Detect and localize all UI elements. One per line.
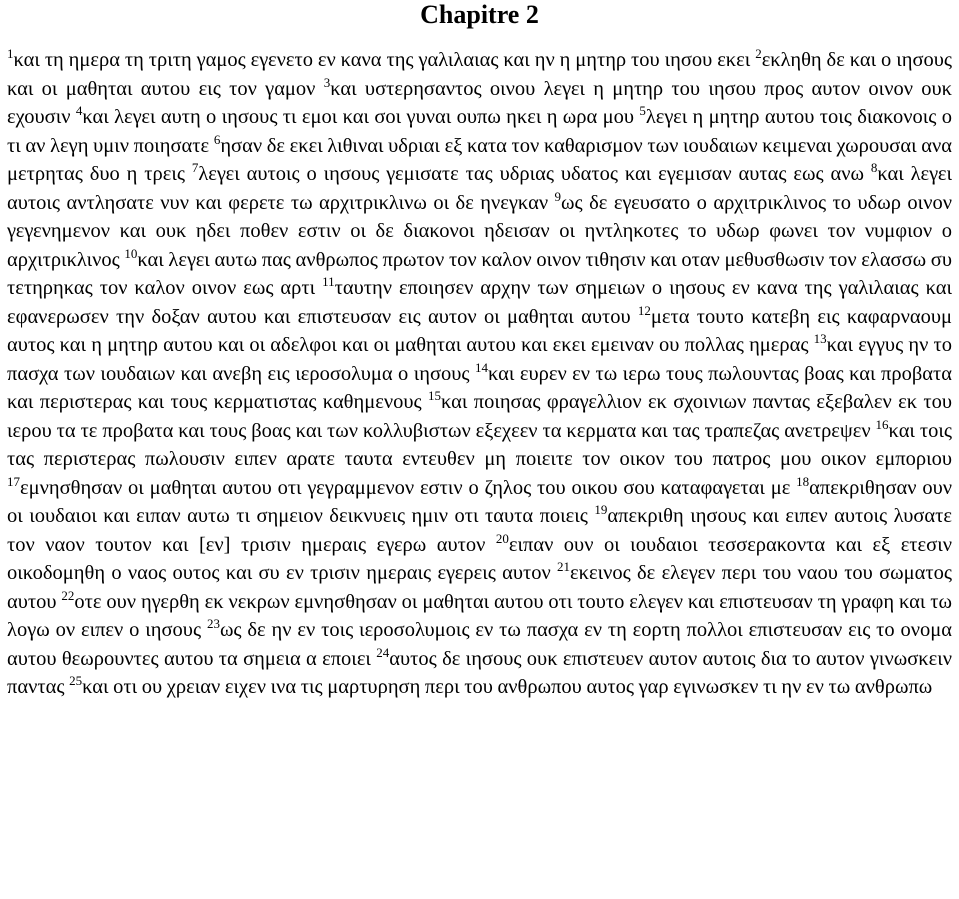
verse-number: 20 bbox=[495, 530, 509, 546]
verse-4 bbox=[75, 103, 634, 128]
verse-text: λεγει η μητηρ αυτου τοις διακονοις ο τι αν λεγη υμιν ποιησατε bbox=[7, 106, 953, 157]
verse-text: εκεινος δε ελεγεν περι του ναου του σωματος αυτου bbox=[7, 562, 952, 613]
verse-text: ως δε ην εν τοις ιεροσολυμοις εν τω πασχα εν τη εορτη πολλοι επιστευσαν εις το ονομα αυτου θεωρουντες αυτου τα σημεια α εποιει bbox=[7, 619, 952, 670]
verse-text: και υστερησαντος οινου λεγει η μητηρ του ιησου προς αυτον οινον ουκ εχουσιν bbox=[7, 77, 952, 128]
verse-text: και τη ημερα τη τριτη γαμος εγενετο εν κανα της γαλιλαιας και ην η μητηρ του ιησου εκει bbox=[13, 49, 751, 71]
verse-17 bbox=[7, 473, 791, 499]
verse-text: και λεγει αυτη ο ιησους τι εμοι και σοι γυναι ουπω ηκει η ωρα μου bbox=[82, 106, 634, 128]
verse-number: 16 bbox=[875, 416, 889, 432]
verse-1 bbox=[7, 46, 751, 71]
verse-number: 6 bbox=[213, 131, 221, 147]
verse-number: 2 bbox=[755, 46, 762, 61]
verse-number: 17 bbox=[7, 473, 20, 489]
verse-number: 3 bbox=[323, 74, 331, 90]
verse-number: 8 bbox=[870, 160, 878, 175]
verse-text: λεγει αυτοις ο ιησους γεμισατε τας υδριας υδατος και εγεμισαν αυτας εως ανω bbox=[198, 163, 864, 185]
verse-7 bbox=[191, 160, 864, 185]
verse-text: οτε ουν ηγερθη εκ νεκρων εμνησθησαν οι μαθηται αυτου οτι τουτο ελεγεν και επιστευσαν τη γραφη και τω λογω ον ειπεν ο ιησους bbox=[7, 590, 953, 641]
verse-number: 13 bbox=[813, 331, 827, 346]
verse-text: και ευρεν εν τω ιερω τους πωλουντας βοας και προβατα και περιστερας και τους κερματιστας καθημενους bbox=[7, 362, 952, 413]
verse-text: και λεγει αυτοις αντλησατε νυν και φερετε τω αρχιτρικλινω οι δε ηνεγκαν bbox=[7, 163, 952, 214]
verse-text: και λεγει αυτω πας ανθρωπος πρωτον τον καλον οινον τιθησιν και οταν μεθυσθωσιν τον ελασσω συ τετηρηκας τον καλον οινον εως αρτι bbox=[7, 248, 952, 299]
verse-text: αυτος δε ιησους ουκ επιστευεν αυτον αυτοις δια το αυτον γινωσκειν παντας bbox=[7, 647, 952, 698]
verse-number: 11 bbox=[322, 274, 335, 289]
verse-text: ως δε εγευσατο ο αρχιτρικλινος το υδωρ οινον γεγενημενον και ουκ ηδει ποθεν εστιν οι δε διακονοι ηδεισαν οι ηντληκοτες το υδωρ φωνει τον νυμφιον ο αρχιτρικλινος bbox=[7, 191, 952, 271]
verse-text: ησαν δε εκει λιθιναι υδριαι εξ κατα τον καθαρισμον των ιουδαιων κειμεναι χωρουσαι ανα μετρητας δυο η τρεις bbox=[7, 134, 953, 185]
verse-text: εμνησθησαν οι μαθηται αυτου οτι γεγραμμενον εστιν ο ζηλος του οικου σου καταφαγεται με bbox=[20, 476, 791, 499]
verse-text: απεκριθησαν ουν οι ιουδαιοι και ειπαν αυτω τι σημειον δεικνυεις ημιν οτι ταυτα ποιεις bbox=[7, 476, 953, 527]
verse-number: 22 bbox=[61, 587, 75, 603]
chapter-title: Chapitre 2 bbox=[420, 0, 539, 29]
verse-number: 21 bbox=[557, 559, 571, 574]
verse-number: 15 bbox=[427, 388, 441, 403]
verse-text: και οτι ου χρειαν ειχεν ινα τις μαρτυρηση περι του ανθρωπου αυτος γαρ εγινωσκεν τι ην εν τω ανθρωπω bbox=[82, 676, 933, 698]
verse-number: 10 bbox=[124, 245, 138, 261]
verse-text: και εγγυς ην το πασχα των ιουδαιων και ανεβη εις ιεροσολυμα ο ιησους bbox=[7, 334, 952, 385]
verse-number: 19 bbox=[594, 502, 608, 517]
verse-number: 4 bbox=[75, 103, 83, 118]
verse-number: 1 bbox=[7, 46, 14, 61]
verse-number: 9 bbox=[554, 188, 562, 204]
verse-number: 25 bbox=[69, 673, 83, 688]
verse-number: 18 bbox=[796, 473, 810, 489]
verse-text: ταυτην εποιησεν αρχην των σημειων ο ιησους εν κανα της γαλιλαιας και εφανερωσεν την δοξαν αυτου και επιστευσαν εις αυτον οι μαθηται αυτου bbox=[7, 277, 952, 328]
verse-number: 23 bbox=[206, 616, 220, 631]
verse-text: και ποιησας φραγελλιον εκ σχοινιων παντας εξεβαλεν εκ του ιερου τα τε προβατα και τους βοας και των κολλυβιστων εξεχεεν τα κερματα και τας τραπεζας ανετρεψεν bbox=[7, 391, 953, 442]
verse-number: 12 bbox=[637, 302, 651, 318]
verse-text: ειπαν ουν οι ιουδαιοι τεσσερακοντα και εξ ετεσιν οικοδομηθη ο ναος ουτος και συ εν τρισιν ημεραις εγερεις αυτον bbox=[7, 533, 952, 584]
verse-text: απεκριθη ιησους και ειπεν αυτοις λυσατε τον ναον τουτον και [εν] τρισιν ημεραις εγερω αυτον bbox=[7, 505, 952, 556]
chapter-text bbox=[7, 46, 952, 702]
verse-25 bbox=[69, 673, 933, 698]
verse-number: 5 bbox=[639, 103, 646, 118]
verse-number: 14 bbox=[475, 359, 488, 375]
verse-text: μετα τουτο κατεβη εις καφαρναουμ αυτος και η μητηρ αυτου και οι αδελφοι και οι μαθηται αυτου και εκει εμειναν ου πολλας ημερας bbox=[7, 305, 952, 356]
verse-number: 24 bbox=[376, 644, 390, 660]
verse-text: και τοις τας περιστερας πωλουσιν ειπεν αρατε ταυτα εντευθεν μη ποιειτε τον οικον του πατρος μου οικον εμποριου bbox=[7, 419, 952, 470]
verse-text: εκληθη δε και ο ιησους και οι μαθηται αυτου εις τον γαμον bbox=[7, 49, 953, 100]
verse-number: 7 bbox=[191, 160, 199, 175]
